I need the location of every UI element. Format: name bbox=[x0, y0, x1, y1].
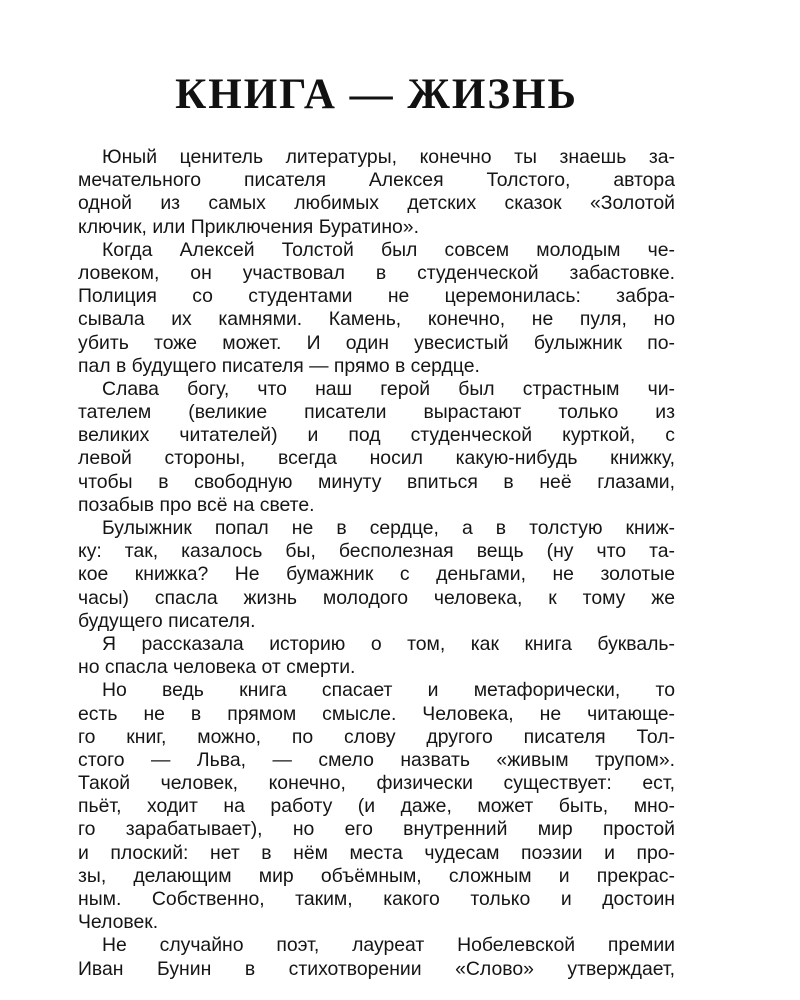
text-line: великих читателей) и под студенческой курткой, с bbox=[78, 424, 675, 447]
paragraph bbox=[78, 239, 675, 378]
text-line: стого — Льва, — смело назвать «живым трупом». bbox=[78, 748, 675, 771]
text-line: го книг, можно, по слову другого писателя Тол- bbox=[78, 725, 675, 748]
paragraph bbox=[78, 679, 675, 934]
page-title: КНИГА — ЖИЗНЬ bbox=[175, 71, 578, 118]
text-line: кое книжка? Не бумажник с деньгами, не золотые bbox=[78, 563, 675, 586]
paragraph bbox=[78, 517, 675, 633]
text-line: ключик, или Приключения Буратино». bbox=[78, 215, 419, 238]
text-line: ку: так, казалось бы, бесполезная вещь (ну что та- bbox=[78, 540, 675, 563]
text-line: мечательного писателя Алексея Толстого, автора bbox=[78, 169, 675, 192]
article-body bbox=[78, 146, 675, 981]
text-line: го зарабатывает), но его внутренний мир простой bbox=[78, 818, 675, 841]
text-line: чтобы в свободную минуту впиться в неё глазами, bbox=[78, 470, 675, 493]
text-line: будущего писателя. bbox=[78, 609, 256, 632]
text-line: сывала их камнями. Камень, конечно, не пуля, но bbox=[78, 308, 675, 331]
text-line: убить тоже может. И один увесистый булыжник по- bbox=[78, 331, 675, 354]
page bbox=[78, 62, 675, 981]
text-line: Не случайно поэт, лауреат Нобелевской премии bbox=[102, 934, 675, 957]
paragraph bbox=[78, 633, 675, 679]
paragraph bbox=[78, 934, 675, 980]
text-line: позабыв про всё на свете. bbox=[78, 493, 315, 516]
text-line: часы) спасла жизнь молодого человека, к тому же bbox=[78, 586, 675, 609]
text-line: но спасла человека от смерти. bbox=[78, 656, 356, 679]
text-line: Но ведь книга спасает и метафорически, то bbox=[102, 679, 675, 702]
text-line: пал в будущего писателя — прямо в сердце. bbox=[78, 354, 480, 377]
text-line: Иван Бунин в стихотворении «Слово» утверждает, bbox=[78, 957, 675, 980]
text-line: пьёт, ходит на работу (и даже, может быть, мно- bbox=[78, 795, 675, 818]
text-line: Слава богу, что наш герой был страстным чи- bbox=[102, 377, 675, 400]
text-line: одной из самых любимых детских сказок «Золотой bbox=[78, 192, 675, 215]
text-line: Булыжник попал не в сердце, а в толстую книж- bbox=[102, 517, 675, 539]
text-line: Когда Алексей Толстой был совсем молодым че- bbox=[102, 238, 675, 261]
text-line: и плоский: нет в нём места чудесам поэзии и про- bbox=[78, 841, 675, 864]
paragraph bbox=[78, 146, 675, 239]
text-line: Человек. bbox=[78, 911, 159, 934]
text-line: Такой человек, конечно, физически существует: ест, bbox=[78, 772, 675, 795]
text-line: тателем (великие писатели вырастают только из bbox=[78, 401, 675, 424]
text-line: Юный ценитель литературы, конечно ты знаешь за- bbox=[102, 146, 675, 168]
text-line: Я рассказала историю о том, как книга букваль- bbox=[102, 632, 675, 655]
text-line: ным. Собственно, таким, какого только и достоин bbox=[78, 888, 675, 910]
text-line: Полиция со студентами не церемонилась: забра- bbox=[78, 285, 675, 308]
paragraph bbox=[78, 378, 675, 517]
text-line: зы, делающим мир объёмным, сложным и прекрас- bbox=[78, 864, 675, 887]
text-line: левой стороны, всегда носил какую-нибудь книжку, bbox=[78, 447, 675, 470]
text-line: есть не в прямом смысле. Человека, не читающе- bbox=[78, 702, 675, 725]
text-line: ловеком, он участвовал в студенческой забастовке. bbox=[78, 261, 675, 284]
